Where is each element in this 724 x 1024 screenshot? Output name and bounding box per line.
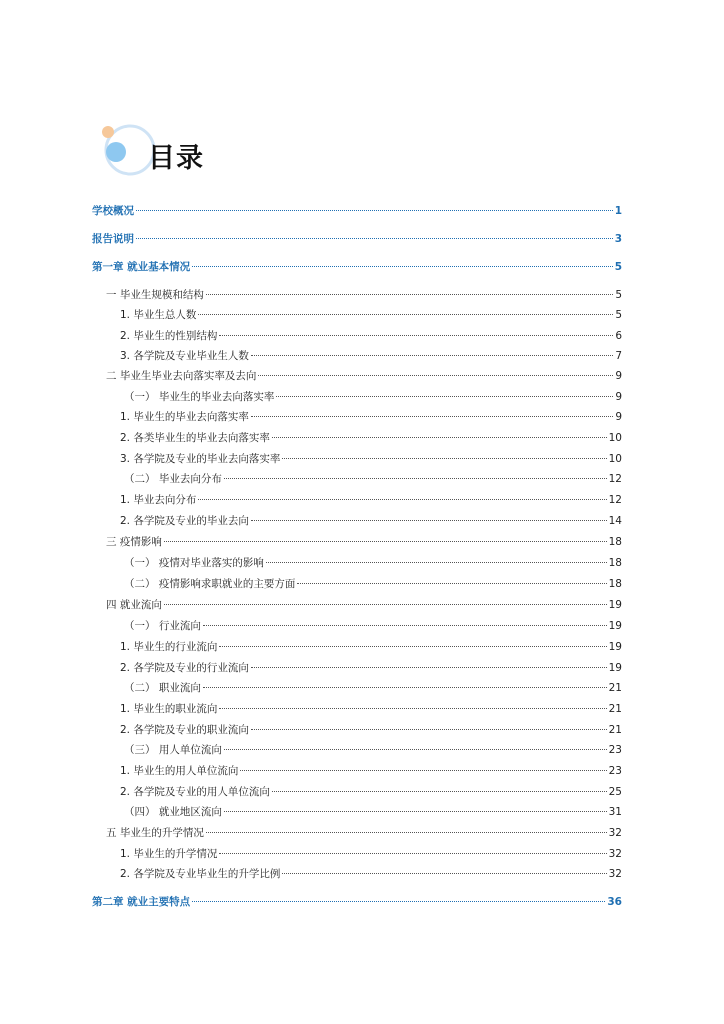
toc-entry-page: 18 (608, 536, 622, 548)
toc-entry-page: 6 (615, 330, 622, 342)
toc-entry-page: 19 (608, 599, 622, 611)
toc-leader (224, 478, 607, 479)
toc-entry[interactable] (120, 660, 622, 678)
toc-entry-label: 1. 毕业生的行业流向 (120, 641, 218, 653)
toc-leader (272, 791, 607, 792)
toc-entry-page: 9 (615, 411, 622, 423)
toc-entry-page: 7 (615, 350, 622, 362)
toc-entry-label: （三） 用人单位流向 (124, 744, 222, 756)
toc-leader (251, 667, 607, 668)
toc-entry[interactable] (120, 328, 622, 346)
toc-entry[interactable] (120, 639, 622, 657)
toc-leader (219, 335, 613, 336)
toc-entry-label: （二） 毕业去向分布 (124, 473, 222, 485)
toc-entry-label: 1. 毕业生的毕业去向落实率 (120, 411, 249, 423)
toc-entry-page: 12 (608, 473, 622, 485)
toc-entry[interactable] (124, 680, 622, 698)
toc-entry-page: 32 (608, 848, 622, 860)
toc-entry[interactable] (124, 618, 622, 636)
toc-entry-page: 19 (608, 641, 622, 653)
toc-entry-label: 2. 毕业生的性别结构 (120, 330, 218, 342)
toc-entry[interactable] (124, 471, 622, 489)
toc-leader (297, 583, 606, 584)
toc-entry-page: 19 (608, 662, 622, 674)
toc-leader (272, 437, 607, 438)
toc-entry-label: 2. 各类毕业生的毕业去向落实率 (120, 432, 270, 444)
toc-entry-label: 2. 各学院及专业的毕业去向 (120, 515, 249, 527)
toc-leader (251, 729, 607, 730)
toc-entry[interactable] (124, 742, 622, 760)
toc-entry-label: 第二章 就业主要特点 (92, 896, 191, 908)
toc-entry[interactable] (120, 866, 622, 884)
toc-entry[interactable] (120, 722, 622, 740)
toc-leader (164, 604, 607, 605)
toc-entry[interactable] (120, 451, 622, 469)
toc-leader (192, 901, 605, 902)
toc-entry-page: 36 (607, 896, 622, 908)
toc-entry[interactable] (106, 825, 622, 843)
toc-entry-page: 18 (608, 557, 622, 569)
toc-entry[interactable] (124, 389, 622, 407)
toc-entry-label: 2. 各学院及专业毕业生的升学比例 (120, 868, 281, 880)
toc-leader (192, 266, 613, 267)
toc-entry[interactable] (120, 430, 622, 448)
toc-entry[interactable] (120, 348, 622, 366)
toc-entry-school-overview[interactable] (92, 203, 622, 221)
toc-entry-page: 19 (608, 620, 622, 632)
toc-leader (251, 355, 613, 356)
toc-entry-page: 5 (614, 261, 622, 273)
toc-entry-page: 3 (614, 233, 622, 245)
toc-entry-page: 12 (608, 494, 622, 506)
toc-entry[interactable] (124, 576, 622, 594)
toc-entry-page: 23 (608, 744, 622, 756)
toc-entry-label: 学校概况 (92, 205, 134, 217)
toc-leader (198, 499, 606, 500)
toc-entry-page: 31 (608, 806, 622, 818)
toc-leader (136, 238, 613, 239)
toc-leader (282, 873, 606, 874)
toc-entry-page: 21 (608, 682, 622, 694)
toc-entry-label: 第一章 就业基本情况 (92, 261, 191, 273)
toc-entry[interactable] (120, 513, 622, 531)
toc-leader (276, 396, 613, 397)
toc-entry-page: 32 (608, 827, 622, 839)
toc-entry-label: （二） 疫情影响求职就业的主要方面 (124, 578, 296, 590)
toc-entry-page: 18 (608, 578, 622, 590)
toc-entry-label: 报告说明 (92, 233, 134, 245)
toc-entry-chapter-2[interactable] (92, 894, 622, 912)
toc-entry-label: 五 毕业生的升学情况 (106, 827, 204, 839)
toc-entry-label: （二） 职业流向 (124, 682, 201, 694)
toc-leader (198, 314, 613, 315)
toc-leader (266, 562, 607, 563)
toc-leader (206, 294, 613, 295)
toc-leader (136, 210, 613, 211)
page-title: 目录 (148, 143, 204, 174)
toc-entry-page: 5 (615, 289, 622, 301)
toc-entry[interactable] (120, 492, 622, 510)
toc-leader (224, 811, 607, 812)
toc-entry-label: 一 毕业生规模和结构 (106, 289, 204, 301)
toc-entry[interactable] (106, 534, 622, 552)
toc-leader (219, 646, 606, 647)
toc-entry-label: （一） 行业流向 (124, 620, 201, 632)
toc-entry-page: 21 (608, 724, 622, 736)
toc-leader (224, 749, 607, 750)
toc-entry-label: 3. 各学院及专业的毕业去向落实率 (120, 453, 281, 465)
toc-entry-page: 25 (608, 786, 622, 798)
toc-entry-label: 2. 各学院及专业的用人单位流向 (120, 786, 270, 798)
toc-entry[interactable] (124, 804, 622, 822)
toc-entry-page: 14 (608, 515, 622, 527)
toc-entry-label: 2. 各学院及专业的职业流向 (120, 724, 249, 736)
toc-entry-label: 三 疫情影响 (106, 536, 162, 548)
toc-entry-label: 1. 毕业生的用人单位流向 (120, 765, 239, 777)
toc-entry[interactable] (120, 701, 622, 719)
toc-entry[interactable] (106, 597, 622, 615)
toc-leader (203, 625, 607, 626)
toc-leader (251, 416, 613, 417)
toc-entry-label: 2. 各学院及专业的行业流向 (120, 662, 249, 674)
toc-entry-page: 5 (615, 309, 622, 321)
toc-entry-page: 9 (615, 370, 622, 382)
toc-entry[interactable] (120, 784, 622, 802)
toc-entry-label: 四 就业流向 (106, 599, 162, 611)
toc-entry-page: 10 (608, 432, 622, 444)
toc-entry-page: 23 (608, 765, 622, 777)
toc-entry-page: 9 (615, 391, 622, 403)
toc-entry-label: 3. 各学院及专业毕业生人数 (120, 350, 249, 362)
toc-entry-label: 1. 毕业生的升学情况 (120, 848, 218, 860)
toc-leader (203, 687, 607, 688)
toc-entry[interactable] (120, 846, 622, 864)
toc-entry[interactable] (120, 409, 622, 427)
toc-entry[interactable] (124, 555, 622, 573)
toc-leader (258, 375, 613, 376)
toc-leader (164, 541, 607, 542)
toc-entry-label: 1. 毕业生总人数 (120, 309, 197, 321)
toc-entry-page: 10 (608, 453, 622, 465)
toc-entry[interactable] (106, 368, 622, 386)
toc-entry[interactable] (120, 307, 622, 325)
toc-entry-label: 1. 毕业生的职业流向 (120, 703, 218, 715)
toc-leader (206, 832, 607, 833)
toc-entry-page: 21 (608, 703, 622, 715)
toc-entry-chapter-1[interactable] (92, 259, 622, 277)
toc-entry[interactable] (106, 287, 622, 305)
toc-leader (219, 853, 606, 854)
toc-entry-page: 1 (614, 205, 622, 217)
toc-entry-label: 1. 毕业去向分布 (120, 494, 197, 506)
toc-leader (251, 520, 607, 521)
toc-entry-label: 二 毕业生毕业去向落实率及去向 (106, 370, 257, 382)
toc-leader (219, 708, 606, 709)
toc-entry-label: （一） 毕业生的毕业去向落实率 (124, 391, 275, 403)
toc-entry-label: （一） 疫情对毕业落实的影响 (124, 557, 264, 569)
toc-entry-report-notes[interactable] (92, 231, 622, 249)
toc-entry-label: （四） 就业地区流向 (124, 806, 222, 818)
toc-entry[interactable] (120, 763, 622, 781)
toc-leader (282, 458, 606, 459)
toc-entry-page: 32 (608, 868, 622, 880)
toc-leader (240, 770, 606, 771)
